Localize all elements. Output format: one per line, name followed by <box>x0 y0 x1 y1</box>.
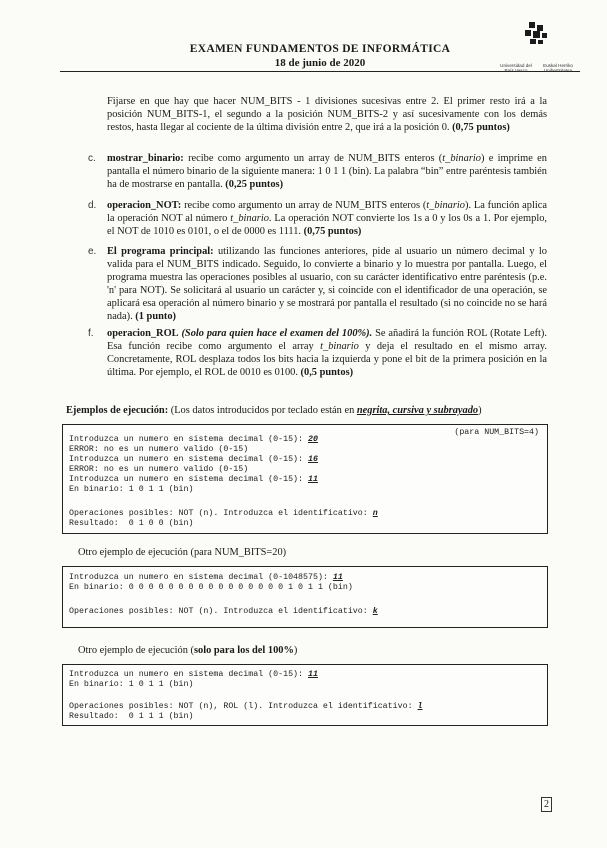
console-line: En binario: 0 0 0 0 0 0 0 0 0 0 0 0 0 0 0 0 1 0 1 1 (bin) <box>69 583 353 592</box>
console-line: Introduzca un numero en sistema decimal (0-1048575): 11 <box>69 573 343 582</box>
console-line: Resultado: 0 1 0 0 (bin) <box>69 519 194 528</box>
console-note: (para NUM_BITS=4) <box>454 428 539 437</box>
console-line: En binario: 1 0 1 1 (bin) <box>69 485 194 494</box>
example-caption-3: Otro ejemplo de ejecución (solo para los del 100%) <box>78 645 298 656</box>
exam-title: EXAMEN FUNDAMENTOS DE INFORMÁTICA <box>189 43 451 55</box>
console-line: ERROR: no es un numero valido (0-15) <box>69 445 249 454</box>
item-label-c: c. <box>88 153 96 164</box>
page-number: 2 <box>541 797 552 812</box>
item-label-d: d. <box>88 200 97 211</box>
university-emblem-icon <box>497 20 577 46</box>
console-example-3 <box>62 664 548 726</box>
console-example-1 <box>62 424 548 534</box>
item-operacion-rol: operacion_ROL (Solo para quien hace el examen del 100%). Se añadirá la función ROL (Rotate Left). Esa función recibe como argumento el array t_binario y deja el resultado en el mismo array. Concretamente, ROL desplaza todos los bits hacia la izquierda y pone el bit de la primera posición en la última. Por ejemplo, el ROL de 0010 es 0100. (0,5 puntos) <box>107 328 547 379</box>
logo-caption-left: Universidad del País Vasco <box>500 63 532 74</box>
console-line: Operaciones posibles: NOT (n). Introduzca el identificativo: k <box>69 607 378 616</box>
university-logo <box>497 20 577 74</box>
exam-date: 18 de junio de 2020 <box>274 57 366 69</box>
item-mostrar-binario: mostrar_binario: recibe como argumento un array de NUM_BITS enteros (t_binario) e imprime en pantalla el número binario de la siguiente manera: 1 0 1 1 (bin). La palabra “bin” entre paréntesis también ha de mostrarse en pantalla. (0,25 puntos) <box>107 153 547 191</box>
console-line: Introduzca un numero en sistema decimal (0-15): 11 <box>69 475 318 484</box>
console-line: En binario: 1 0 1 1 (bin) <box>69 680 194 689</box>
item-programa-principal: El programa principal: utilizando las funciones anteriores, pide al usuario un número decimal y lo valida para el NUM_BITS indicado. Seguido, lo convierte a binario y lo muestra por pantalla. Luego, el programa muestra las operaciones posibles al usuario, con su carácter identificativo entre paréntesis (p.e. 'n' para NOT). Se solicitará al usuario un carácter y, si coincide con el identificador de una operación, se aplicará esa operación al número binario y se mostrará por pantalla el resultado (si no coincide no se hará nada). (1 punto) <box>107 246 547 323</box>
example-caption-2: Otro ejemplo de ejecución (para NUM_BITS=20) <box>78 547 287 558</box>
item-label-e: e. <box>88 246 97 257</box>
console-line: Introduzca un numero en sistema decimal (0-15): 11 <box>69 670 318 679</box>
console-line: Introduzca un numero en sistema decimal (0-15): 16 <box>69 455 318 464</box>
console-line: ERROR: no es un numero valido (0-15) <box>69 465 249 474</box>
console-line: Operaciones posibles: NOT (n). Introduzca el identificativo: n <box>69 509 378 518</box>
item-operacion-not: operacion_NOT: recibe como argumento un array de NUM_BITS enteros (t_binario). La función aplica la operación NOT al número t_binario. La operación NOT convierte los 1s a 0 y los 0s a 1. Por ejemplo, el NOT de 1010 es 0101, o el de 0000 es 1111. (0,75 puntos) <box>107 200 547 238</box>
examples-heading: Ejemplos de ejecución: (Los datos introducidos por teclado están en negrita, cursiva y subrayado) <box>66 405 482 416</box>
console-line: Resultado: 0 1 1 1 (bin) <box>69 712 194 721</box>
item-label-f: f. <box>88 328 94 339</box>
intro-paragraph: Fijarse en que hay que hacer NUM_BITS - 1 divisiones sucesivas entre 2. El primer resto irá a la posición NUM_BITS-1, el segundo a la posición NUM_BITS-2 y así sucesivamente con los demás restos, hasta llegar al cociente de la última división entre 2, que irá a la posición 0. (0,75 puntos) <box>107 96 547 134</box>
logo-caption-right: Euskal Herriko Unibertsitatea <box>543 63 573 74</box>
console-line: Introduzca un numero en sistema decimal (0-15): 20 <box>69 435 318 444</box>
console-line: Operaciones posibles: NOT (n), ROL (l). Introduzca el identificativo: l <box>69 702 423 711</box>
console-example-2 <box>62 566 548 628</box>
